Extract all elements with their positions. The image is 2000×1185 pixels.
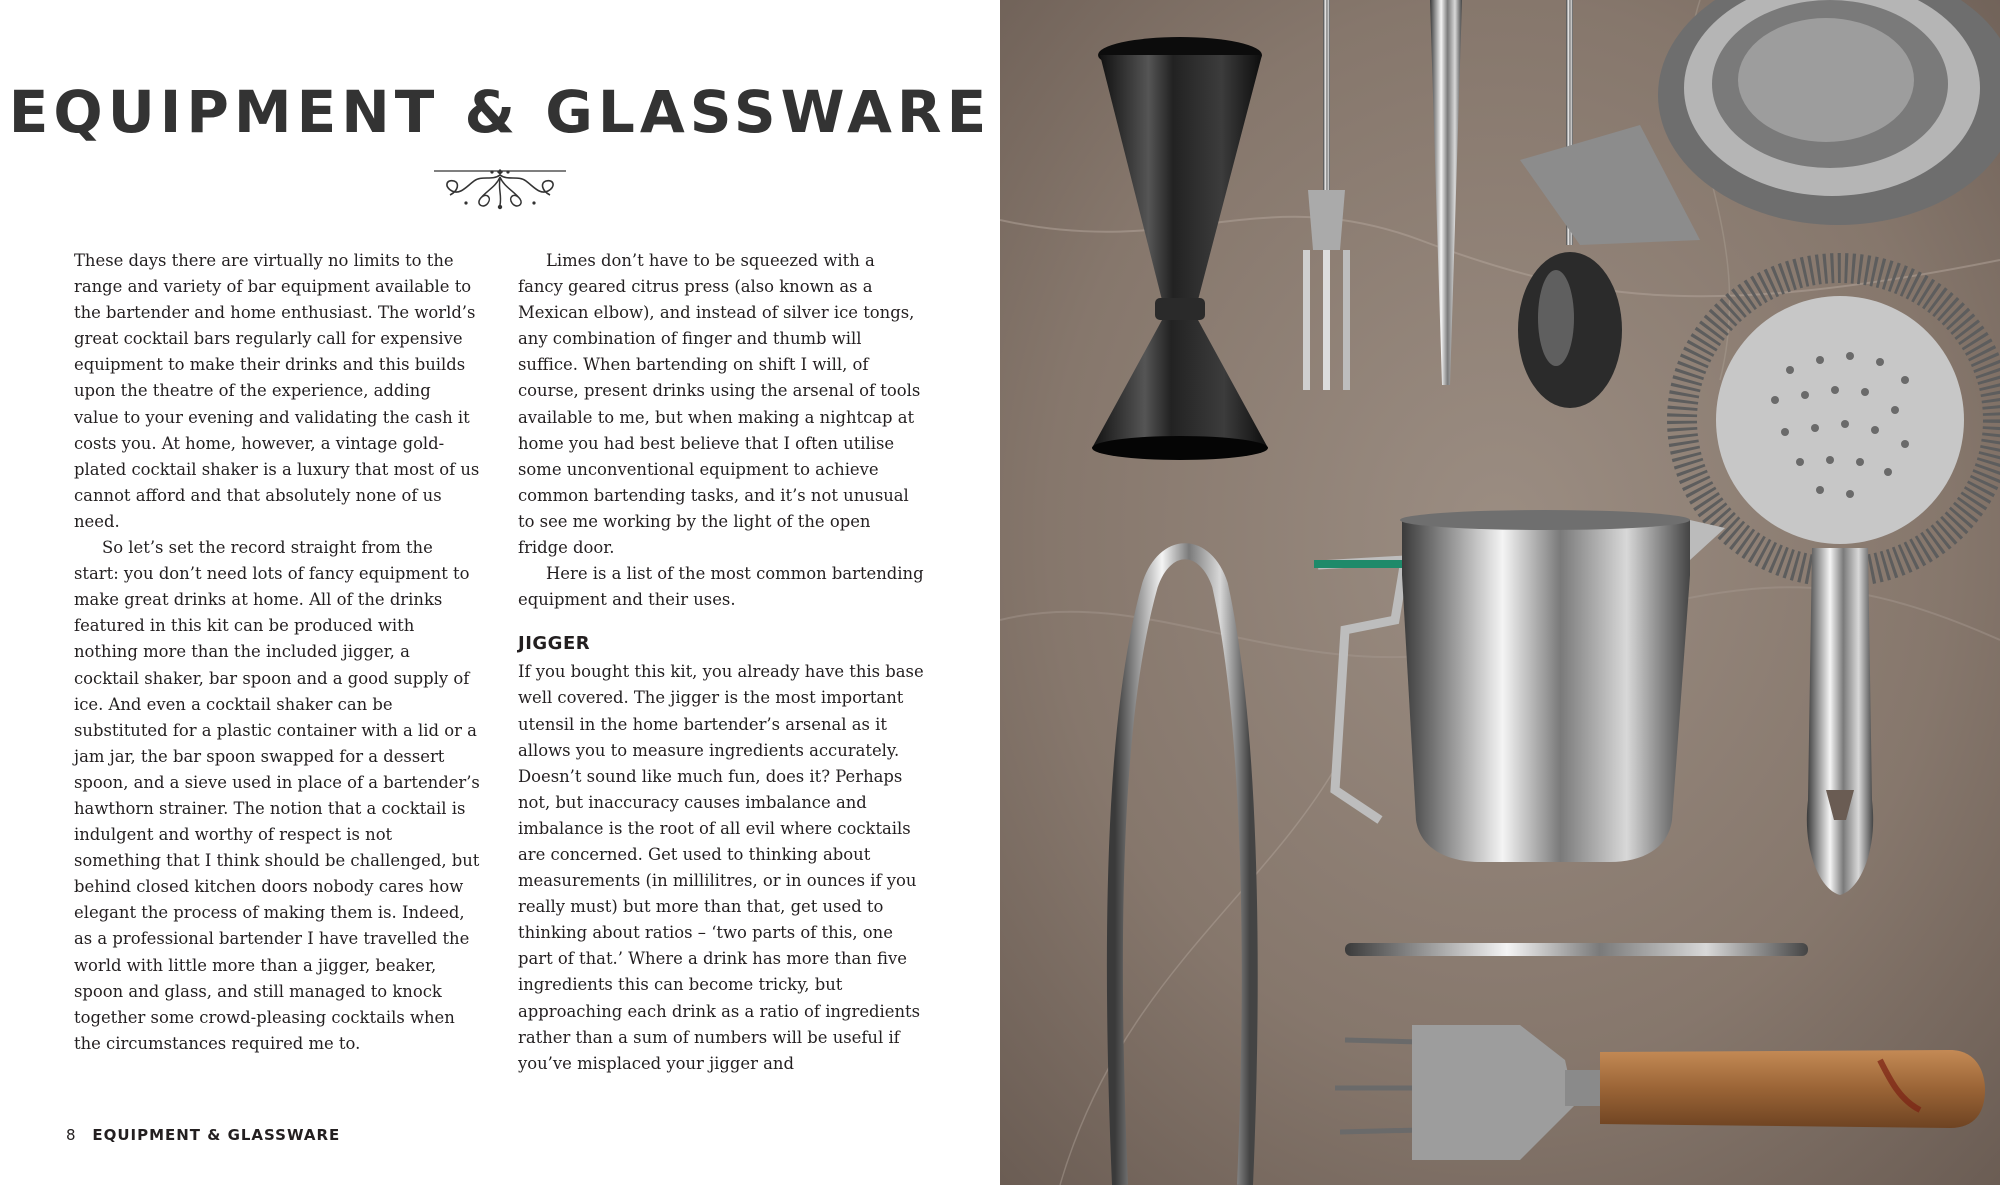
paragraph: These days there are virtually no limits to the range and variety of bar equipment available to the bartender and home enthusiast. The world’s great cocktail bars regularly call for expensive equipment to make their drinks and this builds upon the theatre of the experience, adding value to your evening and validating the cash it costs you. At home, however, a vintage gold-plated cocktail shaker is a luxury that most of us cannot afford and that absolutely none of us need. <box>74 251 480 531</box>
paragraph: If you bought this kit, you already have this base well covered. The jigger is the most important utensil in the home bartender’s arsenal as it allows you to measure ingredients accurately. Doesn’t sound like much fun, does it? Perhaps not, but inaccuracy causes imbalance and imbalance is the root of all evil where cocktails are concerned. Get used to thinking about measurements (in millilitres, or in ounces if you really must) but more than that, get used to thinking about ratios – ‘two parts of this, one part of that.’ Where a drink has more than five ingredients this can become tricky, but approaching each drink as a ratio of ingredients rather than a sum of numbers will be useful if you’ve misplaced your jigger and <box>518 662 924 1073</box>
page-number: 8 <box>66 1126 76 1144</box>
right-page-photo <box>1000 0 2000 1185</box>
paragraph: Limes don’t have to be squeezed with a fancy geared citrus press (also known as a Mexican elbow), and instead of silver ice tongs, any combination of finger and thumb will suffice. When bartending on shift I will, of course, present drinks using the arsenal of tools available to me, but when making a nightcap at home you had best believe that I often utilise some unconventional equipment to achieve common bartending tasks, and it’s not unusual to see me working by the light of the open fridge door. <box>518 251 921 558</box>
bar-equipment-photo <box>1000 0 2000 1185</box>
text-column-left <box>74 248 480 1057</box>
page-title: EQUIPMENT & GLASSWARE <box>8 78 992 146</box>
running-head: EQUIPMENT & GLASSWARE <box>92 1126 341 1144</box>
flourish-ornament-icon <box>430 165 570 213</box>
paragraph: So let’s set the record straight from the start: you don’t need lots of fancy equipment to make great drinks at home. All of the drinks featured in this kit can be produced with nothing more than the included jigger, a cocktail shaker, bar spoon and a good supply of ice. And even a cocktail shaker can be substituted for a plastic container with a lid or a jam jar, the bar spoon swapped for a dessert spoon, and a sieve used in place of a bartender’s hawthorn strainer. The notion that a cocktail is indulgent and worthy of respect is not something that I think should be challenged, but behind closed kitchen doors nobody cares how elegant the process of making them is. Indeed, as a professional bartender I have travelled the world with little more than a jigger, beaker, spoon and glass, and still managed to knock together some crowd-pleasing cocktails when the circumstances required me to. <box>74 538 480 1053</box>
paragraph: Here is a list of the most common bartending equipment and their uses. <box>518 564 924 610</box>
page-footer <box>66 1126 340 1144</box>
section-subheading: JIGGER <box>518 633 591 655</box>
text-column-right <box>518 248 924 1077</box>
metal-straw-icon <box>1345 943 1808 956</box>
